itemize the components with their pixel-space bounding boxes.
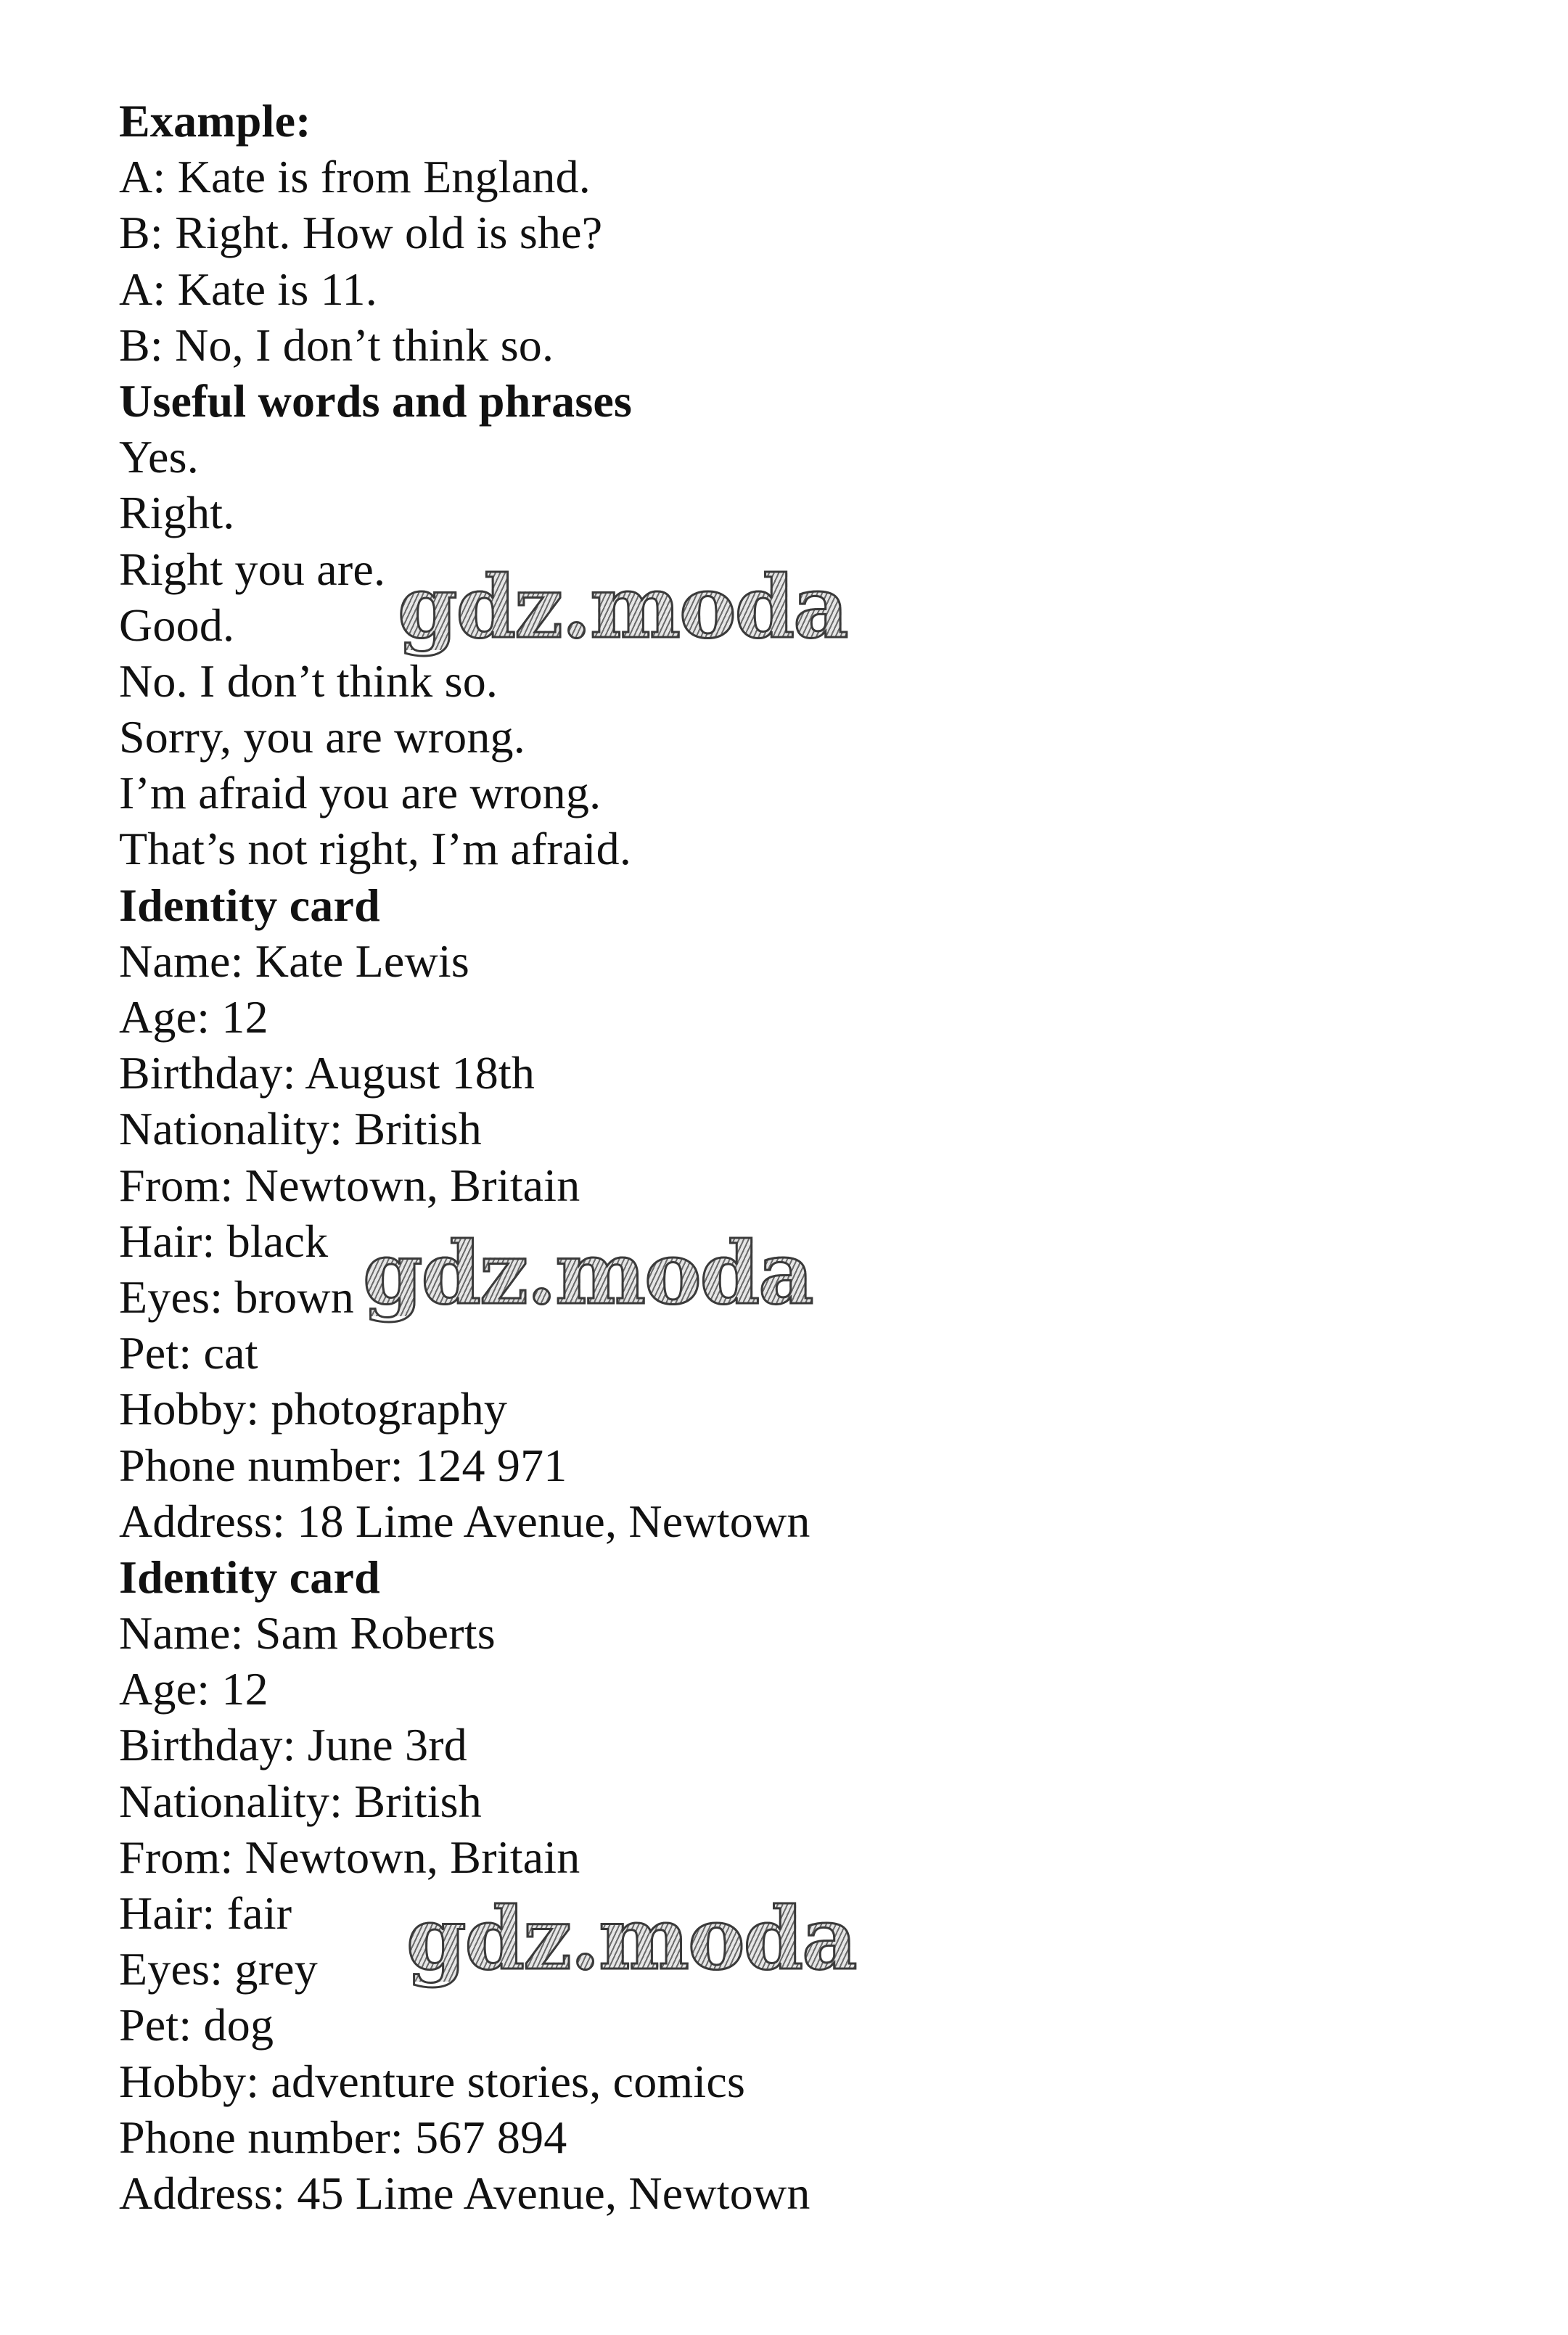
- text-line: A: Kate is 11.: [119, 263, 377, 315]
- text-line: Phone number: 124 971: [119, 1439, 567, 1491]
- text-line: Name: Sam Roberts: [119, 1607, 496, 1659]
- text-line: Birthday: June 3rd: [119, 1719, 467, 1771]
- text-line: Right you are.: [119, 543, 386, 595]
- text-line: B: Right. How old is she?: [119, 207, 603, 259]
- watermark-logo: gdz.moda: [398, 557, 847, 657]
- text-line: Pet: dog: [119, 1999, 274, 2051]
- text-line: From: Newtown, Britain: [119, 1159, 580, 1211]
- watermark-logo: gdz.moda: [363, 1223, 813, 1324]
- section-heading: Useful words and phrases: [119, 374, 633, 427]
- text-line: Age: 12: [119, 1663, 268, 1715]
- text-line: Hobby: photography: [119, 1383, 508, 1435]
- text-line: From: Newtown, Britain: [119, 1831, 580, 1883]
- text-line: Eyes: brown: [119, 1271, 354, 1323]
- text-line: Hair: fair: [119, 1887, 292, 1939]
- text-line: Nationality: British: [119, 1103, 482, 1155]
- section-heading: Identity card: [119, 1551, 380, 1603]
- text-line: Age: 12: [119, 991, 268, 1043]
- text-line: Good.: [119, 599, 235, 651]
- text-line: No. I don’t think so.: [119, 654, 498, 707]
- text-line: Birthday: August 18th: [119, 1047, 535, 1099]
- text-line: I’m afraid you are wrong.: [119, 767, 602, 819]
- text-line: Right.: [119, 487, 235, 539]
- text-line: Pet: cat: [119, 1327, 258, 1379]
- text-line: Name: Kate Lewis: [119, 935, 470, 987]
- text-line: Hobby: adventure stories, comics: [119, 2055, 746, 2107]
- text-line: B: No, I don’t think so.: [119, 319, 554, 371]
- text-line: Yes.: [119, 431, 199, 483]
- watermark-logo: gdz.moda: [406, 1888, 856, 1989]
- text-line: A: Kate is from England.: [119, 151, 591, 203]
- section-heading: Identity card: [119, 879, 380, 931]
- text-line: Address: 45 Lime Avenue, Newtown: [119, 2167, 810, 2219]
- text-line: That’s not right, I’m afraid.: [119, 823, 632, 875]
- text-line: Phone number: 567 894: [119, 2111, 567, 2163]
- section-heading: Example:: [119, 95, 311, 147]
- text-line: Hair: black: [119, 1215, 329, 1267]
- text-line: Sorry, you are wrong.: [119, 711, 525, 763]
- text-line: Address: 18 Lime Avenue, Newtown: [119, 1495, 810, 1547]
- text-line: Eyes: grey: [119, 1943, 318, 1995]
- text-line: Nationality: British: [119, 1775, 482, 1827]
